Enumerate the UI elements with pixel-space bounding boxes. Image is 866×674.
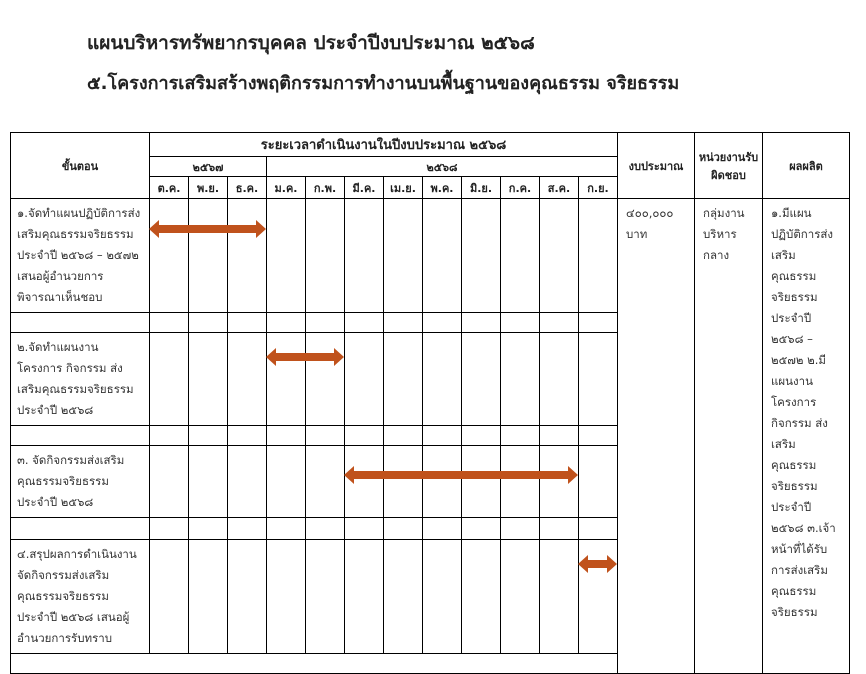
step-text: ๔.สรุปผลการดำเนินงาน จัดกิจกรรมส่งเสริมคุณธรรมจริยธรรม ประจำปี ๒๕๖๘ เสนอผู้อำนวยการรับทราบ	[11, 540, 150, 654]
month-cell	[267, 333, 306, 426]
month-cell	[189, 446, 228, 518]
month-cell	[306, 540, 345, 654]
month-cell	[384, 199, 423, 313]
month-cell	[345, 333, 384, 426]
month-cell	[384, 540, 423, 654]
month-cell	[306, 199, 345, 313]
month-header: มี.ค.	[345, 177, 384, 199]
step-text: ๒.จัดทำแผนงาน โครงการ กิจกรรม ส่งเสริมคุณธรรมจริยธรรม ประจำปี ๒๕๖๘	[11, 333, 150, 426]
unit-cell: กลุ่มงานบริหารกลาง	[695, 199, 763, 674]
plan-table	[10, 132, 850, 674]
month-cell	[150, 333, 189, 426]
header-year-2568: ๒๕๖๘	[267, 157, 618, 177]
month-cell	[540, 540, 579, 654]
timeline-arrow	[149, 220, 266, 238]
month-header: มิ.ย.	[462, 177, 501, 199]
month-cell	[228, 540, 267, 654]
month-cell	[579, 333, 618, 426]
header-step: ขั้นตอน	[11, 133, 150, 199]
month-cell	[267, 446, 306, 518]
month-cell	[384, 333, 423, 426]
header-output: ผลผลิต	[763, 133, 850, 199]
month-cell	[501, 199, 540, 313]
month-cell	[306, 333, 345, 426]
output-cell: ๑.มีแผนปฏิบัติการส่งเสริมคุณธรรมจริยธรรม ประจำปี ๒๕๖๘ – ๒๕๗๒ ๒.มีแผนงาน โครงการ กิจกรรม ส่งเสริมคุณธรรมจริยธรรม ประจำปี ๒๕๖๘ ๓.เจ้าหน้าที่ได้รับการส่งเสริมคุณธรรมจริยธรรม	[763, 199, 850, 674]
timeline-arrow	[266, 348, 344, 366]
month-cell	[462, 199, 501, 313]
month-cell	[189, 333, 228, 426]
month-cell	[423, 540, 462, 654]
month-cell	[150, 199, 189, 313]
header-unit: หน่วยงานรับผิดชอบ	[695, 133, 763, 199]
step-text: ๑.จัดทำแผนปฏิบัติการส่งเสริมคุณธรรมจริยธรรม ประจำปี ๒๕๖๘ – ๒๕๗๒ เสนอผู้อำนวยการพิจารณาเห็นชอบ	[11, 199, 150, 313]
plan-table-container	[10, 132, 850, 674]
month-cell	[579, 199, 618, 313]
header-budget: งบประมาณ	[618, 133, 695, 199]
month-cell	[579, 446, 618, 518]
timeline-arrow	[578, 555, 617, 573]
month-header: ส.ค.	[540, 177, 579, 199]
month-cell	[462, 333, 501, 426]
month-header: ก.ย.	[579, 177, 618, 199]
month-header: พ.ค.	[423, 177, 462, 199]
step-text: ๓. จัดกิจกรรมส่งเสริมคุณธรรมจริยธรรม ประจำปี ๒๕๖๘	[11, 446, 150, 518]
month-cell	[150, 446, 189, 518]
month-cell	[267, 199, 306, 313]
month-cell	[501, 333, 540, 426]
month-cell	[150, 540, 189, 654]
month-cell	[462, 540, 501, 654]
timeline-arrow	[344, 466, 578, 484]
month-cell	[540, 199, 579, 313]
month-header: ธ.ค.	[228, 177, 267, 199]
document-title: แผนบริหารทรัพยากรบุคคล ประจำปีงบประมาณ ๒๕๖๘	[87, 32, 535, 54]
month-header: ต.ค.	[150, 177, 189, 199]
month-header: ม.ค.	[267, 177, 306, 199]
month-cell	[189, 540, 228, 654]
month-header: ก.พ.	[306, 177, 345, 199]
month-header: พ.ย.	[189, 177, 228, 199]
month-cell	[267, 540, 306, 654]
month-cell	[189, 199, 228, 313]
month-cell	[501, 540, 540, 654]
month-header: เม.ย.	[384, 177, 423, 199]
header-year-2567: ๒๕๖๗	[150, 157, 267, 177]
month-cell	[228, 333, 267, 426]
month-cell	[423, 199, 462, 313]
month-cell	[345, 540, 384, 654]
step-row	[11, 199, 850, 313]
budget-cell: ๔๐๐,๐๐๐ บาท	[618, 199, 695, 674]
month-cell	[540, 333, 579, 426]
header-period: ระยะเวลาดำเนินงานในปีงบประมาณ ๒๕๖๘	[150, 133, 618, 157]
month-cell	[228, 199, 267, 313]
month-cell	[345, 199, 384, 313]
month-cell	[228, 446, 267, 518]
month-header: ก.ค.	[501, 177, 540, 199]
month-cell	[423, 333, 462, 426]
document-subtitle: ๕.โครงการเสริมสร้างพฤติกรรมการทำงานบนพื้นฐานของคุณธรรม จริยธรรม	[87, 73, 680, 94]
month-cell	[306, 446, 345, 518]
